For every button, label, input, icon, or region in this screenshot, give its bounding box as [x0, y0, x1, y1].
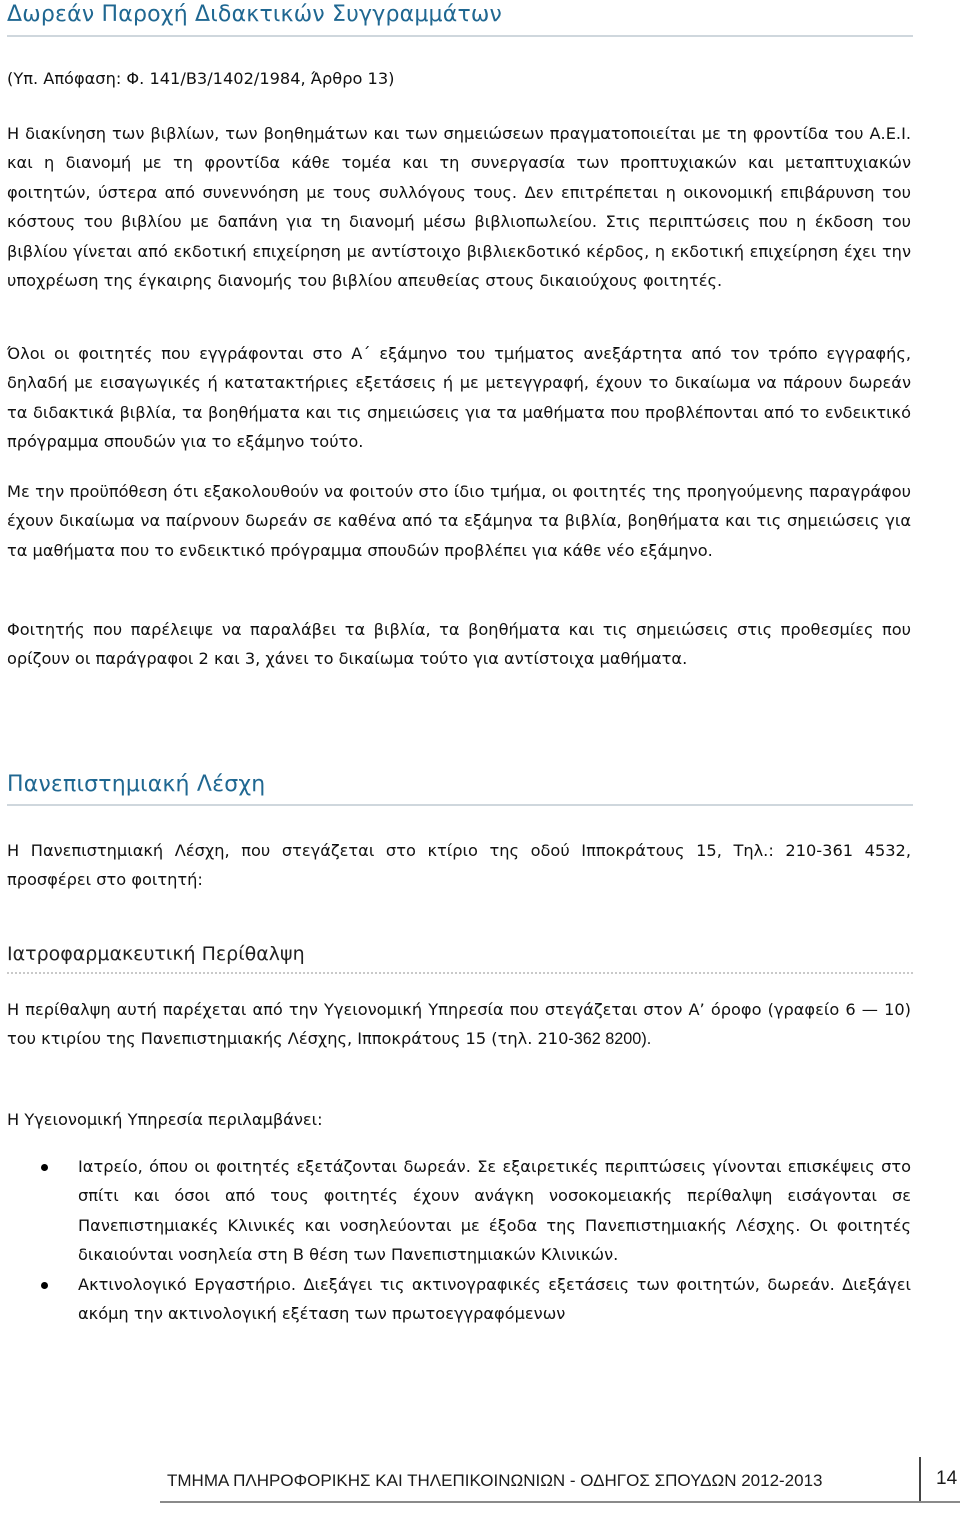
healthcare-text: Η περίθαλψη αυτή παρέχεται από την Υγειονομική Υπηρεσία που στεγάζεται στον Α’ όροφο (γραφείο 6 — 10) του κτιρίου της Πανεπιστημιακής Λέσχης, Ιπποκράτους 15 (τηλ. 210 [7, 1000, 911, 1049]
subsection-title-underline [7, 972, 913, 974]
paragraph-eligibility: Όλοι οι φοιτητές που εγγράφονται στο Α΄ εξάμηνο του τμήματος ανεξάρτητα από τον τρόπο εγγραφής, δηλαδή με εισαγωγικές ή κατατακτήριες εξετάσεις ή με μετεγγραφή, έχουν το δικαίωμα να πάρουν δωρεάν τα διδακτικά βιβλία, τα βοηθήματα και τις σημειώσεις για τα μαθήματα που προβλέπονται από το ενδεικτικό πρόγραμμα σπουδών για το εξάμηνο τούτο. [7, 344, 911, 452]
subsection-title-healthcare: Ιατροφαρμακευτική Περίθαλψη [7, 943, 305, 965]
footer-rule [160, 1501, 960, 1503]
healthcare-phone-tail: -362 8200). [568, 1030, 652, 1049]
health-service-list [7, 1152, 911, 1328]
list-item [7, 1270, 911, 1329]
footer-divider [919, 1457, 921, 1501]
health-service-intro: Η Υγειονομική Υπηρεσία περιλαμβάνει: [7, 1110, 323, 1129]
paragraph-healthcare [7, 995, 911, 1055]
paragraph-deadline: Φοιτητής που παρέλειψε να παραλάβει τα βιβλία, τα βοηθήματα και τις σημειώσεις στις προθεσμίες που ορίζουν οι παράγραφοι 2 και 3, χάνει το δικαίωμα τούτο για αντίστοιχα μαθήματα. [7, 620, 911, 669]
paragraph-continuation: Με την προϋπόθεση ότι εξακολουθούν να φοιτούν στο ίδιο τμήμα, οι φοιτητές της προηγούμενης παραγράφου έχουν δικαίωμα να παίρνουν δωρεάν σε καθένα από τα εξάμηνα τα βιβλία, βοηθήματα και τις σημειώσεις για τα μαθήματα που το ενδεικτικό πρόγραμμα σπουδών προβλέπει για κάθε νέο εξάμηνο. [7, 482, 911, 560]
legal-reference: (Υπ. Απόφαση: Φ. 141/Β3/1402/1984, Άρθρο 13) [7, 69, 395, 88]
section-title-underline [7, 804, 913, 806]
page-number: 14 [936, 1468, 958, 1489]
bullet-icon [41, 1282, 48, 1289]
list-item-text: Ακτινολογικό Εργαστήριο. Διεξάγει τις ακτινογραφικές εξετάσεις των φοιτητών, δωρεάν. Διεξάγει ακόμη την ακτινολογική εξέταση των πρωτοεγγραφόμενων [78, 1274, 911, 1324]
section-title-free-textbooks: Δωρεάν Παροχή Διδακτικών Συγγραμμάτων [7, 2, 502, 27]
section-title-underline [7, 35, 913, 37]
footer-title: ΤΜΗΜΑ ΠΛΗΡΟΦΟΡΙΚΗΣ ΚΑΙ ΤΗΛΕΠΙΚΟΙΝΩΝΙΩΝ - ΟΔΗΓΟΣ ΣΠΟΥΔΩΝ 2012-2013 [167, 1471, 823, 1490]
list-item-text: Ιατρείο, όπου οι φοιτητές εξετάζονται δωρεάν. Σε εξαιρετικές περιπτώσεις γίνονται επισκέψεις στο σπίτι και όσοι από τους φοιτητές έχουν ανάγκη νοσοκομειακής περίθαλψη εισάγονται σε Πανεπιστημιακές Κλινικές και νοσηλεύονται με έξοδα της Πανεπιστημιακής Λέσχης. Οι φοιτητές δικαιούνται νοσηλεία στη Β θέση των Πανεπιστημιακών Κλινικών. [78, 1157, 911, 1265]
paragraph-university-club: Η Πανεπιστημιακή Λέσχη, που στεγάζεται στο κτίριο της οδού Ιπποκράτους 15, Τηλ.: 210-361 4532, προσφέρει στο φοιτητή: [7, 841, 911, 890]
section-title-university-club: Πανεπιστημιακή Λέσχη [7, 772, 266, 797]
bullet-icon [41, 1164, 48, 1171]
list-item [7, 1152, 911, 1270]
paragraph-distribution: Η διακίνηση των βιβλίων, των βοηθημάτων και των σημειώσεων πραγματοποιείται με τη φροντίδα του Α.Ε.Ι. και η διανομή με τη φροντίδα κάθε τομέα και τη συνεργασία των προπτυχιακών και μεταπτυχιακών φοιτητών, ύστερα από συνεννόηση με τους συλλόγους τους. Δεν επιτρέπεται η οικονομική επιβάρυνση του κόστους του βιβλίου με δαπάνη για τη διανομή μέσω βιβλιοπωλείου. Στις περιπτώσεις που η έκδοση του βιβλίου γίνεται από εκδοτική επιχείρηση με αντίστοιχο βιβλιεκδοτικό κέρδος, η εκδοτική επιχείρηση έχει την υποχρέωση της έγκαιρης διανομής του βιβλίου απευθείας στους δικαιούχους φοιτητές. [7, 124, 911, 291]
